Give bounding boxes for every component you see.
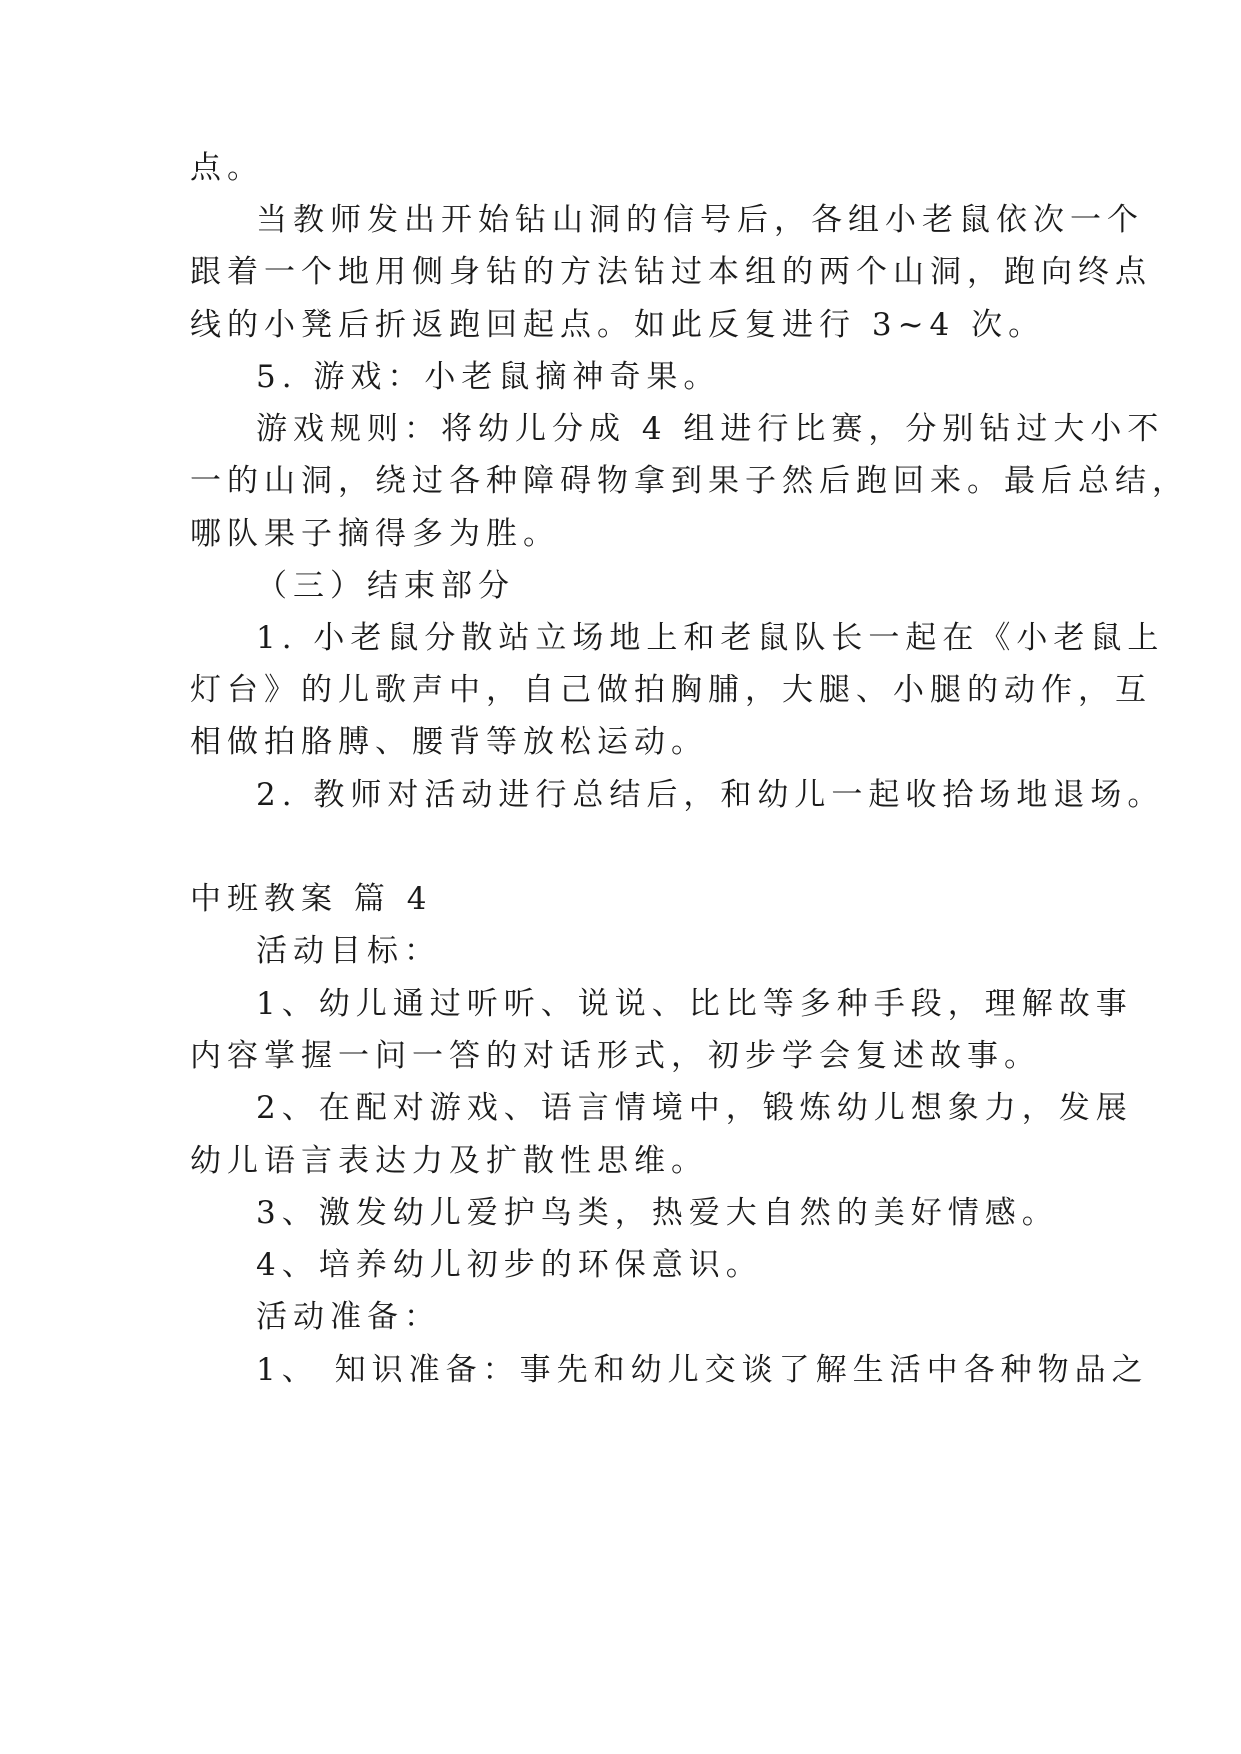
paragraph-line: 内容掌握一问一答的对话形式，初步学会复述故事。 bbox=[190, 1038, 1041, 1074]
paragraph-line: 2、在配对游戏、语言情境中，锻炼幼儿想象力，发展 bbox=[256, 1090, 1133, 1126]
paragraph-line: 线的小凳后折返跑回起点。如此反复进行 3~4 次。 bbox=[190, 307, 1046, 343]
paragraph-line: 哪队果子摘得多为胜。 bbox=[190, 516, 560, 552]
paragraph-line: 游戏规则：将幼儿分成 4 组进行比赛，分别钻过大小不 bbox=[256, 411, 1165, 447]
paragraph-line: 一的山洞，绕过各种障碍物拿到果子然后跑回来。最后总结， bbox=[190, 463, 1189, 499]
paragraph-line: 幼儿语言表达力及扩散性思维。 bbox=[190, 1143, 708, 1179]
paragraph-line: 3、激发幼儿爱护鸟类，热爱大自然的美好情感。 bbox=[256, 1195, 1059, 1231]
section-heading: 活动准备： bbox=[256, 1299, 441, 1335]
paragraph-line: 1、 知识准备：事先和幼儿交谈了解生活中各种物品之 bbox=[256, 1352, 1149, 1388]
paragraph-line: 当教师发出开始钻山洞的信号后，各组小老鼠依次一个 bbox=[256, 202, 1144, 238]
paragraph-line: 4、培养幼儿初步的环保意识。 bbox=[256, 1247, 763, 1283]
paragraph-line: 相做拍胳膊、腰背等放松运动。 bbox=[190, 724, 708, 760]
paragraph-line: 点。 bbox=[190, 150, 264, 186]
paragraph-line: 1. 小老鼠分散站立场地上和老鼠队长一起在《小老鼠上 bbox=[256, 620, 1165, 656]
paragraph-line: 跟着一个地用侧身钻的方法钻过本组的两个山洞，跑向终点 bbox=[190, 254, 1152, 290]
section-heading: （三）结束部分 bbox=[256, 568, 515, 604]
paragraph-line: 5. 游戏：小老鼠摘神奇果。 bbox=[256, 359, 721, 395]
paragraph-line: 2. 教师对活动进行总结后，和幼儿一起收拾场地退场。 bbox=[256, 777, 1165, 813]
paragraph-line: 1、幼儿通过听听、说说、比比等多种手段，理解故事 bbox=[256, 986, 1133, 1022]
section-heading: 活动目标： bbox=[256, 933, 441, 969]
paragraph-line: 灯台》的儿歌声中，自己做拍胸脯，大腿、小腿的动作，互 bbox=[190, 672, 1152, 708]
document-heading: 中班教案 篇 4 bbox=[190, 881, 433, 917]
